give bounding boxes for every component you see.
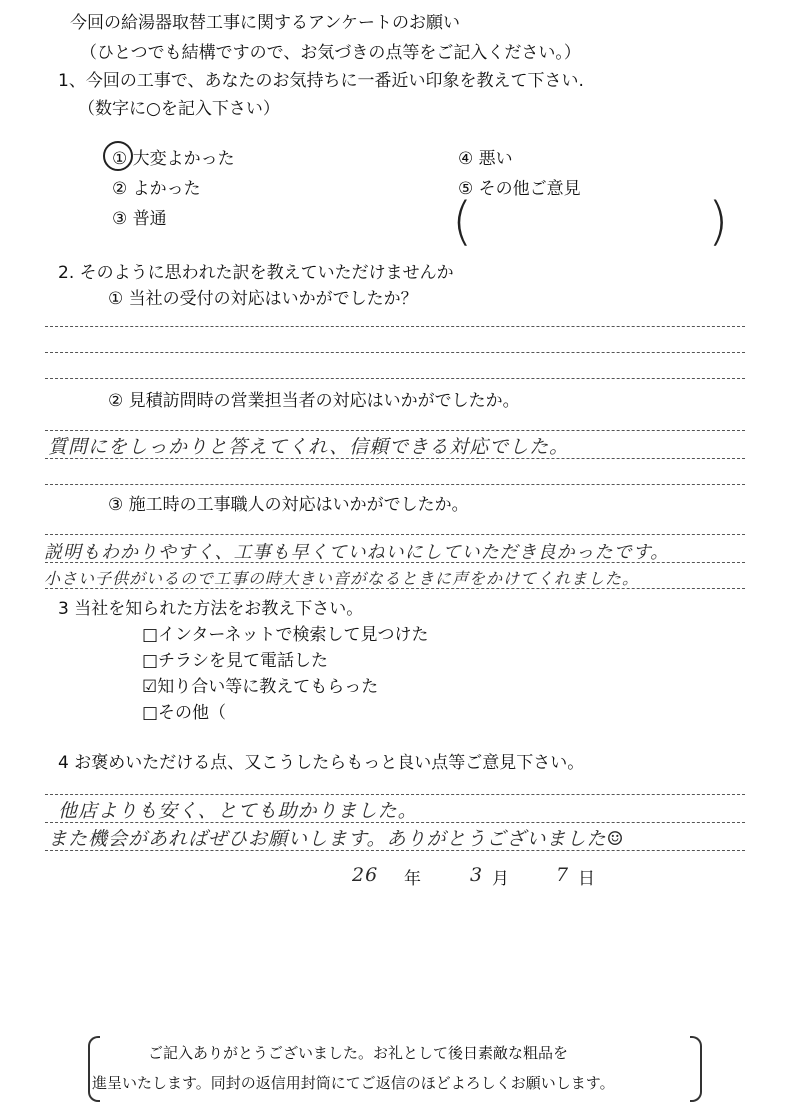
question-4: 4 お褒めいただける点、又こうしたらもっと良い点等ご意見下さい。 <box>58 753 585 773</box>
q4-answer-line-1: 他店よりも安く、とても助かりました。 <box>58 800 418 822</box>
answer-line <box>45 430 745 431</box>
q2-sub-1: ① 当社の受付の対応はいかがでしたか？ <box>108 289 418 309</box>
q1-other-paren-open: ( <box>452 192 473 252</box>
answer-line <box>45 588 745 589</box>
date-year: 26 <box>352 864 379 886</box>
q3-option-internet[interactable]: □インターネットで検索して見つけた <box>142 625 429 645</box>
q1-option-5[interactable]: ⑤ その他ご意見 <box>458 179 581 199</box>
footer-line-1: ご記入ありがとうございました。お礼として後日素敵な粗品を <box>148 1044 569 1062</box>
q2-sub-2: ② 見積訪問時の営業担当者の対応はいかがでしたか。 <box>108 391 520 411</box>
question-1-note: （数字に○を記入下さい） <box>78 99 280 119</box>
q1-option-2[interactable]: ② よかった <box>112 179 201 199</box>
answer-line <box>45 458 745 459</box>
survey-title: 今回の給湯器取替工事に関するアンケートのお願い <box>70 13 460 33</box>
answer-line <box>45 562 745 563</box>
answer-line <box>45 850 745 851</box>
date-day: 7 <box>556 864 570 886</box>
answer-line <box>45 794 745 795</box>
date-year-label: 年 <box>404 869 421 889</box>
question-1: 1、今回の工事で、あなたのお気持ちに一番近い印象を教えて下さい. <box>58 71 584 91</box>
q2-answer-2: 質問にをしっかりと答えてくれ、信頼できる対応でした。 <box>48 436 570 458</box>
answer-line <box>45 352 745 353</box>
q1-option-3[interactable]: ③ 普通 <box>112 209 167 229</box>
date-day-label: 日 <box>578 869 595 889</box>
q1-other-paren-close: ) <box>708 192 729 252</box>
question-2: 2. そのように思われた訳を教えていただけませんか <box>58 263 454 283</box>
answer-line <box>45 534 745 535</box>
answer-line <box>45 822 745 823</box>
q2-answer-3-line-1: 説明もわかりやすく、工事も早くていねいにしていただき良かったです。 <box>44 542 670 563</box>
answer-line <box>45 326 745 327</box>
q3-option-acquaintance[interactable]: ☑知り合い等に教えてもらった <box>142 677 379 697</box>
question-3: 3 当社を知られた方法をお教え下さい。 <box>58 599 364 619</box>
footer-line-2: 進呈いたします。同封の返信用封筒にてご返信のほどよろしくお願いします。 <box>92 1074 615 1092</box>
q3-option-flyer[interactable]: □チラシを見て電話した <box>142 651 329 671</box>
q2-answer-3-line-2: 小さい子供がいるので工事の時大きい音がなるときに声をかけてくれました。 <box>44 569 640 588</box>
q1-option-1[interactable]: ① 大変よかった <box>112 149 235 169</box>
footer-bracket-right <box>690 1036 702 1102</box>
answer-line <box>45 484 745 485</box>
answer-line <box>45 378 745 379</box>
date-month-label: 月 <box>492 869 509 889</box>
survey-subtitle: （ひとつでも結構ですので、お気づきの点等をご記入ください。） <box>80 43 581 63</box>
q3-option-other[interactable]: □その他（ <box>142 703 227 723</box>
q1-option-4[interactable]: ④ 悪い <box>458 149 513 169</box>
q4-answer-line-2: また機会があればぜひお願いします。ありがとうございました☺ <box>48 828 625 850</box>
q2-sub-3: ③ 施工時の工事職人の対応はいかがでしたか。 <box>108 495 469 515</box>
date-month: 3 <box>470 864 484 886</box>
